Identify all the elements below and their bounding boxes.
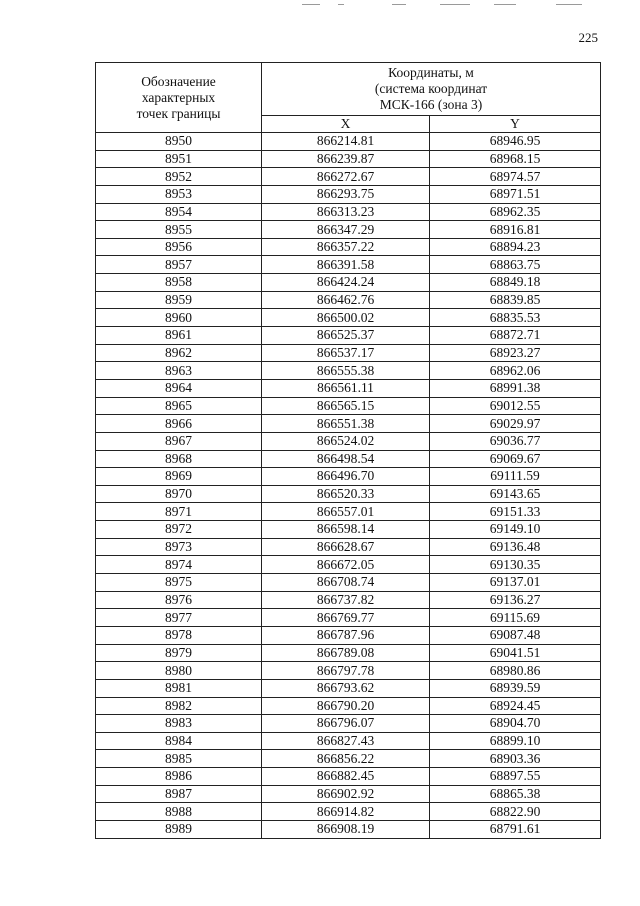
table-row	[96, 609, 601, 627]
x-coordinate-cell: 866561.11	[262, 379, 430, 397]
x-coordinate-cell: 866557.01	[262, 503, 430, 521]
table-row	[96, 185, 601, 203]
table-row	[96, 732, 601, 750]
y-coordinate-cell: 68916.81	[430, 221, 601, 239]
scan-mark	[556, 4, 582, 5]
x-coordinate-cell: 866520.33	[262, 485, 430, 503]
x-coordinate-cell: 866555.38	[262, 362, 430, 380]
x-coordinate-cell: 866827.43	[262, 732, 430, 750]
y-coordinate-cell: 69111.59	[430, 468, 601, 486]
point-cell: 8964	[96, 379, 262, 397]
point-cell: 8975	[96, 574, 262, 592]
y-coordinate-cell: 69136.48	[430, 538, 601, 556]
table-row	[96, 150, 601, 168]
y-coordinate-cell: 68835.53	[430, 309, 601, 327]
point-cell: 8982	[96, 697, 262, 715]
x-coordinate-cell: 866856.22	[262, 750, 430, 768]
x-coordinate-cell: 866239.87	[262, 150, 430, 168]
y-coordinate-cell: 68939.59	[430, 679, 601, 697]
table-row	[96, 679, 601, 697]
point-cell: 8950	[96, 133, 262, 151]
scan-mark	[440, 4, 470, 5]
x-coordinate-cell: 866537.17	[262, 344, 430, 362]
y-coordinate-cell: 68974.57	[430, 168, 601, 186]
coordinates-column-header	[262, 63, 601, 116]
table-row	[96, 591, 601, 609]
table-row	[96, 274, 601, 292]
y-coordinate-cell: 69143.65	[430, 485, 601, 503]
table-row	[96, 626, 601, 644]
x-coordinate-cell: 866672.05	[262, 556, 430, 574]
table-row	[96, 344, 601, 362]
x-coordinate-cell: 866293.75	[262, 185, 430, 203]
point-cell: 8968	[96, 450, 262, 468]
table-row	[96, 644, 601, 662]
y-coordinate-cell: 68839.85	[430, 291, 601, 309]
table-row	[96, 768, 601, 786]
point-cell: 8988	[96, 803, 262, 821]
point-cell: 8971	[96, 503, 262, 521]
y-coordinate-cell: 68980.86	[430, 662, 601, 680]
coordinates-table	[95, 62, 601, 839]
scan-mark	[494, 4, 516, 5]
table-row	[96, 133, 601, 151]
y-coordinate-cell: 69087.48	[430, 626, 601, 644]
header-line: Обозначение	[141, 73, 216, 89]
y-coordinate-cell: 68897.55	[430, 768, 601, 786]
point-cell: 8969	[96, 468, 262, 486]
point-cell: 8959	[96, 291, 262, 309]
point-cell: 8965	[96, 397, 262, 415]
table-row	[96, 803, 601, 821]
point-cell: 8953	[96, 185, 262, 203]
y-coordinate-cell: 68991.38	[430, 379, 601, 397]
y-coordinate-cell: 68962.06	[430, 362, 601, 380]
x-coordinate-cell: 866500.02	[262, 309, 430, 327]
x-coordinate-cell: 866914.82	[262, 803, 430, 821]
y-coordinate-cell: 68894.23	[430, 238, 601, 256]
x-coordinate-cell: 866496.70	[262, 468, 430, 486]
table-row	[96, 327, 601, 345]
x-coordinate-cell: 866708.74	[262, 574, 430, 592]
x-coordinate-cell: 866357.22	[262, 238, 430, 256]
table-row	[96, 238, 601, 256]
table-body	[96, 133, 601, 839]
table-row	[96, 450, 601, 468]
scan-mark	[302, 4, 320, 5]
point-cell: 8960	[96, 309, 262, 327]
header-line: точек границы	[136, 105, 221, 121]
x-column-header: X	[262, 116, 430, 133]
point-cell: 8955	[96, 221, 262, 239]
y-coordinate-cell: 69149.10	[430, 521, 601, 539]
point-cell: 8951	[96, 150, 262, 168]
x-coordinate-cell: 866793.62	[262, 679, 430, 697]
x-coordinate-cell: 866797.78	[262, 662, 430, 680]
y-coordinate-cell: 68863.75	[430, 256, 601, 274]
y-coordinate-cell: 69029.97	[430, 415, 601, 433]
header-line: МСК-166 (зона 3)	[379, 97, 483, 112]
point-cell: 8962	[96, 344, 262, 362]
y-coordinate-cell: 69041.51	[430, 644, 601, 662]
y-column-header: Y	[430, 116, 601, 133]
table-row	[96, 715, 601, 733]
x-coordinate-cell: 866796.07	[262, 715, 430, 733]
point-cell: 8987	[96, 785, 262, 803]
point-cell: 8961	[96, 327, 262, 345]
x-coordinate-cell: 866598.14	[262, 521, 430, 539]
x-coordinate-cell: 866424.24	[262, 274, 430, 292]
y-coordinate-cell: 68822.90	[430, 803, 601, 821]
table-row	[96, 785, 601, 803]
header-line: Координаты, м	[388, 65, 474, 80]
y-coordinate-cell: 68924.45	[430, 697, 601, 715]
point-cell: 8966	[96, 415, 262, 433]
point-cell: 8983	[96, 715, 262, 733]
table-row	[96, 309, 601, 327]
y-coordinate-cell: 68899.10	[430, 732, 601, 750]
x-coordinate-cell: 866789.08	[262, 644, 430, 662]
point-cell: 8958	[96, 274, 262, 292]
point-cell: 8963	[96, 362, 262, 380]
x-coordinate-cell: 866787.96	[262, 626, 430, 644]
x-coordinate-cell: 866565.15	[262, 397, 430, 415]
scan-mark	[392, 4, 406, 5]
x-coordinate-cell: 866462.76	[262, 291, 430, 309]
x-coordinate-cell: 866524.02	[262, 432, 430, 450]
y-coordinate-cell: 68923.27	[430, 344, 601, 362]
x-coordinate-cell: 866908.19	[262, 820, 430, 838]
x-coordinate-cell: 866391.58	[262, 256, 430, 274]
point-cell: 8989	[96, 820, 262, 838]
y-coordinate-cell: 68968.15	[430, 150, 601, 168]
point-cell: 8980	[96, 662, 262, 680]
point-cell: 8967	[96, 432, 262, 450]
y-coordinate-cell: 69115.69	[430, 609, 601, 627]
point-cell: 8954	[96, 203, 262, 221]
point-cell: 8984	[96, 732, 262, 750]
x-coordinate-cell: 866498.54	[262, 450, 430, 468]
table-row	[96, 820, 601, 838]
table-row	[96, 362, 601, 380]
x-coordinate-cell: 866628.67	[262, 538, 430, 556]
table-row	[96, 168, 601, 186]
table-row	[96, 203, 601, 221]
table-header	[96, 63, 601, 133]
point-cell: 8956	[96, 238, 262, 256]
point-cell: 8970	[96, 485, 262, 503]
x-coordinate-cell: 866525.37	[262, 327, 430, 345]
y-coordinate-cell: 69069.67	[430, 450, 601, 468]
y-coordinate-cell: 68971.51	[430, 185, 601, 203]
table-row	[96, 485, 601, 503]
scan-mark	[338, 4, 344, 5]
y-coordinate-cell: 68946.95	[430, 133, 601, 151]
point-cell: 8973	[96, 538, 262, 556]
table-row	[96, 503, 601, 521]
x-coordinate-cell: 866214.81	[262, 133, 430, 151]
y-coordinate-cell: 69130.35	[430, 556, 601, 574]
x-coordinate-cell: 866551.38	[262, 415, 430, 433]
y-coordinate-cell: 69136.27	[430, 591, 601, 609]
table-row	[96, 397, 601, 415]
point-cell: 8986	[96, 768, 262, 786]
table-row	[96, 697, 601, 715]
y-coordinate-cell: 68865.38	[430, 785, 601, 803]
x-coordinate-cell: 866790.20	[262, 697, 430, 715]
point-cell: 8979	[96, 644, 262, 662]
y-coordinate-cell: 68962.35	[430, 203, 601, 221]
y-coordinate-cell: 68872.71	[430, 327, 601, 345]
table-row	[96, 521, 601, 539]
y-coordinate-cell: 68791.61	[430, 820, 601, 838]
point-cell: 8952	[96, 168, 262, 186]
y-coordinate-cell: 68904.70	[430, 715, 601, 733]
x-coordinate-cell: 866902.92	[262, 785, 430, 803]
point-cell: 8972	[96, 521, 262, 539]
table-row	[96, 221, 601, 239]
x-coordinate-cell: 866272.67	[262, 168, 430, 186]
table-row	[96, 556, 601, 574]
point-cell: 8976	[96, 591, 262, 609]
table-row	[96, 750, 601, 768]
x-coordinate-cell: 866882.45	[262, 768, 430, 786]
y-coordinate-cell: 69151.33	[430, 503, 601, 521]
table-row	[96, 574, 601, 592]
header-line: характерных	[141, 89, 216, 105]
point-cell: 8978	[96, 626, 262, 644]
table-row	[96, 432, 601, 450]
table-row	[96, 379, 601, 397]
y-coordinate-cell: 68849.18	[430, 274, 601, 292]
y-coordinate-cell: 69137.01	[430, 574, 601, 592]
table-row	[96, 538, 601, 556]
x-coordinate-cell: 866347.29	[262, 221, 430, 239]
header-line: (система координат	[374, 81, 488, 96]
x-coordinate-cell: 866737.82	[262, 591, 430, 609]
table-row	[96, 291, 601, 309]
y-coordinate-cell: 68903.36	[430, 750, 601, 768]
table-row	[96, 468, 601, 486]
page-number: 225	[578, 30, 598, 45]
x-coordinate-cell: 866313.23	[262, 203, 430, 221]
y-coordinate-cell: 69012.55	[430, 397, 601, 415]
y-coordinate-cell: 69036.77	[430, 432, 601, 450]
point-cell: 8977	[96, 609, 262, 627]
point-cell: 8981	[96, 679, 262, 697]
table-row	[96, 415, 601, 433]
x-coordinate-cell: 866769.77	[262, 609, 430, 627]
point-cell: 8957	[96, 256, 262, 274]
table-row	[96, 256, 601, 274]
point-cell: 8985	[96, 750, 262, 768]
point-cell: 8974	[96, 556, 262, 574]
point-column-header	[96, 63, 262, 133]
table-row	[96, 662, 601, 680]
